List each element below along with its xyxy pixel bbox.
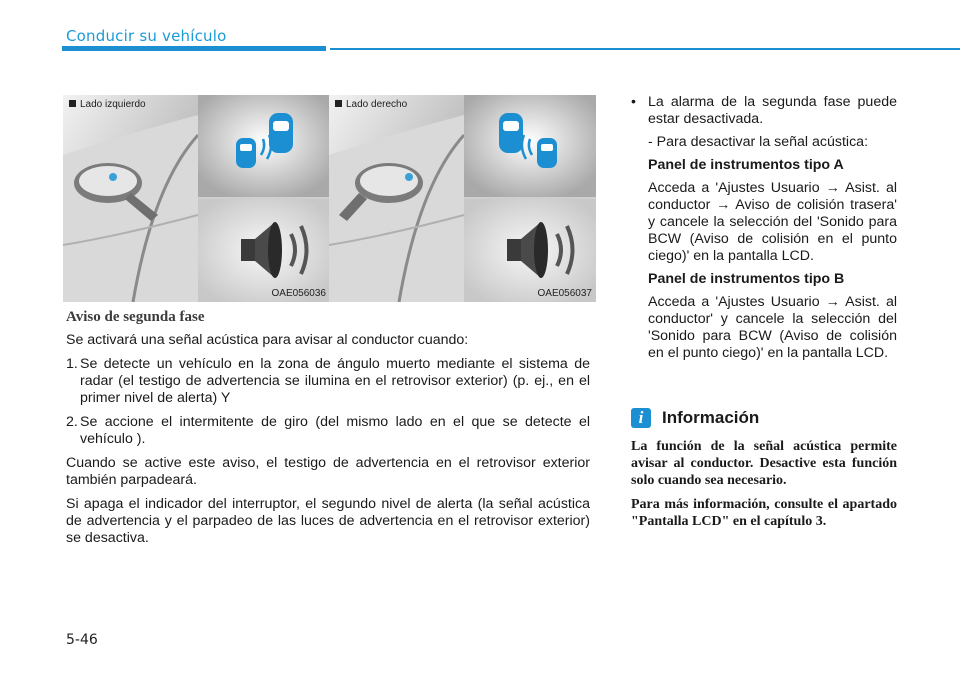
paragraph: Cuando se active este aviso, el testigo de advertencia en el retrovisor exterior también parpadeará. bbox=[66, 455, 590, 488]
information-paragraph: La función de la señal acústica permite avisar al conductor. Desactive esta función solo cuando sea necesario. bbox=[631, 439, 897, 488]
section-heading: Aviso de segunda fase bbox=[66, 309, 205, 325]
information-header bbox=[631, 408, 897, 428]
panel-a-text: Acceda a 'Ajustes Usuario → Asist. al conductor → Aviso de colisión trasera' y cancele la selección del 'Sonido para BCW (Aviso de colisión en el punto ciego)' en la pantalla LCD. bbox=[648, 180, 897, 264]
right-mirror-illustration bbox=[329, 95, 596, 302]
panel-b-title: Panel de instrumentos tipo B bbox=[648, 271, 845, 287]
sub-instruction: - Para desactivar la señal acústica: bbox=[648, 134, 869, 150]
figure-right-side bbox=[329, 95, 596, 302]
paragraph: Si apaga el indicador del interruptor, el segundo nivel de alerta (la señal acústica de advertencia y el parpadeo de las luces de advertencia en el retrovisor exterior) se desactiva. bbox=[66, 496, 590, 546]
section-title: Conducir su vehículo bbox=[66, 27, 227, 45]
figure-code: OAE056037 bbox=[537, 288, 592, 299]
figure-label: Lado izquierdo bbox=[69, 99, 146, 110]
figure-label: Lado derecho bbox=[335, 99, 407, 110]
list-item: 1. Se detecte un vehículo en la zona de ángulo muerto mediante el sistema de radar (el testigo de advertencia se ilumina en el retrovisor exterior) (p. ej., en el primer nivel de alerta) Y bbox=[66, 356, 590, 406]
information-paragraph: Para más información, consulte el apartado "Pantalla LCD" en el capítulo 3. bbox=[631, 497, 897, 529]
info-icon: i bbox=[631, 408, 651, 428]
header-rule-thick bbox=[62, 46, 326, 51]
left-column bbox=[66, 309, 590, 554]
right-column bbox=[631, 94, 897, 368]
page-number: 5-46 bbox=[66, 632, 98, 648]
bullet-item: • La alarma de la segunda fase puede estar desactivada. bbox=[631, 94, 897, 127]
intro-paragraph: Se activará una señal acústica para avisar al conductor cuando: bbox=[66, 332, 469, 348]
left-mirror-illustration bbox=[63, 95, 330, 302]
header-rule-thin bbox=[330, 48, 960, 50]
panel-b-text: Acceda a 'Ajustes Usuario → Asist. al conductor' y cancele la selección del 'Sonido para BCW (Aviso de colisión en el punto ciego)' en la pantalla LCD. bbox=[648, 294, 897, 361]
list-item: 2. Se accione el intermitente de giro (del mismo lado en el que se detecte el vehículo ). bbox=[66, 414, 590, 447]
information-title: Información bbox=[662, 408, 760, 427]
panel-a-title: Panel de instrumentos tipo A bbox=[648, 157, 844, 173]
information-box bbox=[631, 408, 897, 537]
figure-left-side bbox=[63, 95, 330, 302]
figure-code: OAE056036 bbox=[271, 288, 326, 299]
